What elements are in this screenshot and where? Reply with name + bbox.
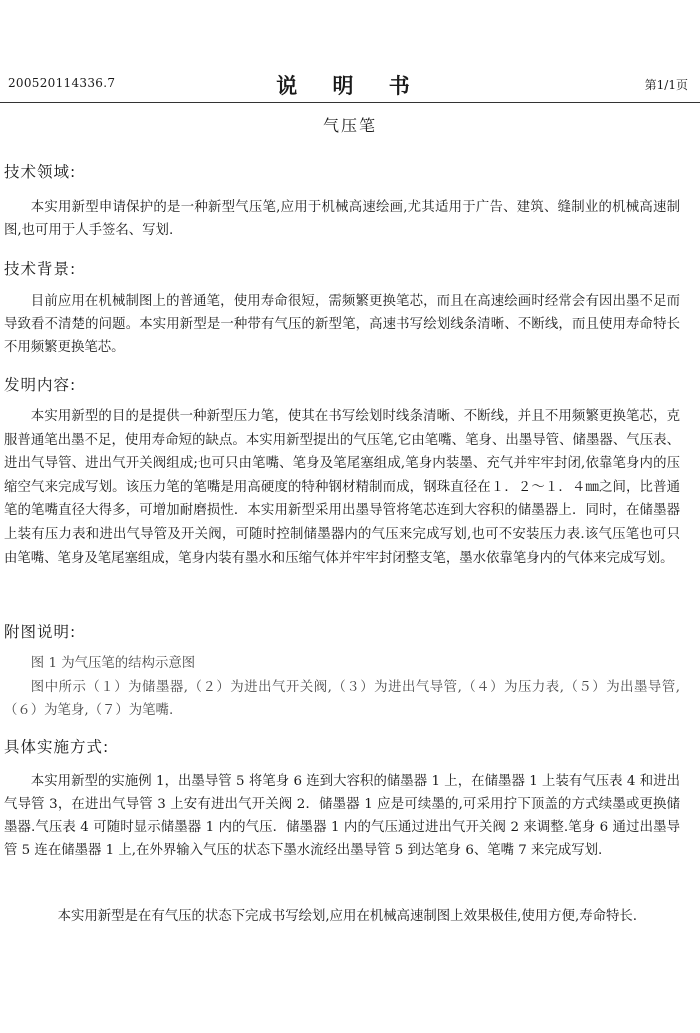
background-heading: 技术背景: [4, 260, 77, 278]
subject-title: 气压笔 [322, 116, 377, 135]
background-paragraph: 目前应用在机械制图上的普通笔，使用寿命很短，需频繁更换笔芯，而且在高速绘画时经常会有因出墨不足而导致看不清楚的问题。本实用新型是一种带有气压的新型笔，高速书写绘划线条清晰、不断线，而且使用寿命特长不用频繁更换笔芯。 [4, 294, 680, 355]
invention-heading: 发明内容: [4, 376, 77, 394]
technical-field-paragraph: 本实用新型申请保护的是一种新型气压笔,应用于机械高速绘画,尤其适用于广告、建筑、缝制业的机械高速制图,也可用于人手签名、写划. [4, 200, 680, 238]
drawings-heading: 附图说明: [4, 623, 77, 641]
embodiment-heading: 具体实施方式: [4, 738, 110, 756]
invention-paragraph: 本实用新型的目的是提供一种新型压力笔，使其在书写绘划时线条清晰、不断线，并且不用频繁更换笔芯，克服普通笔出墨不足，使用寿命短的缺点。本实用新型提出的气压笔,它由笔嘴、笔身、出墨导管、储墨器、气压表、进出气导管、进出气开关阀组成;也可只由笔嘴、笔身及笔尾塞组成,笔身内装墨、充气并牢牢封闭,依靠笔身内的压缩空气来完成写划。该压力笔的笔嘴是用高硬度的特种钢材精制而成，钢珠直径在１．２～１．４㎜之间，比普通笔的笔嘴直径大得多，可增加耐磨损性．本实用新型采用出墨导管将笔芯连到大容积的储墨器上．同时，在储墨器上装有压力表和进出气导管及开关阀，可随时控制储墨器内的气压来完成写划,也可不安装压力表.该气压笔也可只由笔嘴、笔身及笔尾塞组成，笔身内装有墨水和压缩气体并牢牢封闭整支笔，墨水依靠笔身内的气体来完成写划。 [4, 409, 680, 566]
document-header [0, 70, 700, 100]
conclusion-paragraph: 本实用新型是在有气压的状态下完成书写绘划,应用在机械高速制图上效果极佳,使用方便,寿命特长. [57, 909, 638, 924]
document-title: 说 明 书 [276, 74, 424, 98]
application-number: 200520114336.7 [8, 76, 116, 90]
embodiment-paragraph: 本实用新型的实施例 1，出墨导管 5 将笔身 6 连到大容积的储墨器 1 上，在储墨器 1 上装有气压表 4 和进出气导管 3，在进出气导管 3 上安有进出气开关阀 2．储墨器 1 应是可续墨的,可采用拧下顶盖的方式续墨或更换储墨器.气压表 4 可随时显示储墨器 1 内的气压．储墨器 1 内的气压通过进出气开关阀 2 来调整.笔身 6 通过出墨导管 5 连在储墨器 1 上,在外界输入气压的状态下墨水流经出墨导管 5 到达笔身 6、笔嘴 7 来完成写划. [4, 774, 680, 858]
header-divider [0, 102, 700, 103]
drawings-legend: 图中所示（１）为储墨器,（２）为进出气开关阀,（３）为进出气导管,（４）为压力表,（５）为出墨导管,（６）为笔身,（７）为笔嘴. [4, 680, 680, 718]
page-indicator: 第1/1页 [644, 78, 688, 92]
technical-field-heading: 技术领域: [4, 163, 77, 181]
drawings-caption: 图 1 为气压笔的结构示意图 [30, 656, 196, 671]
